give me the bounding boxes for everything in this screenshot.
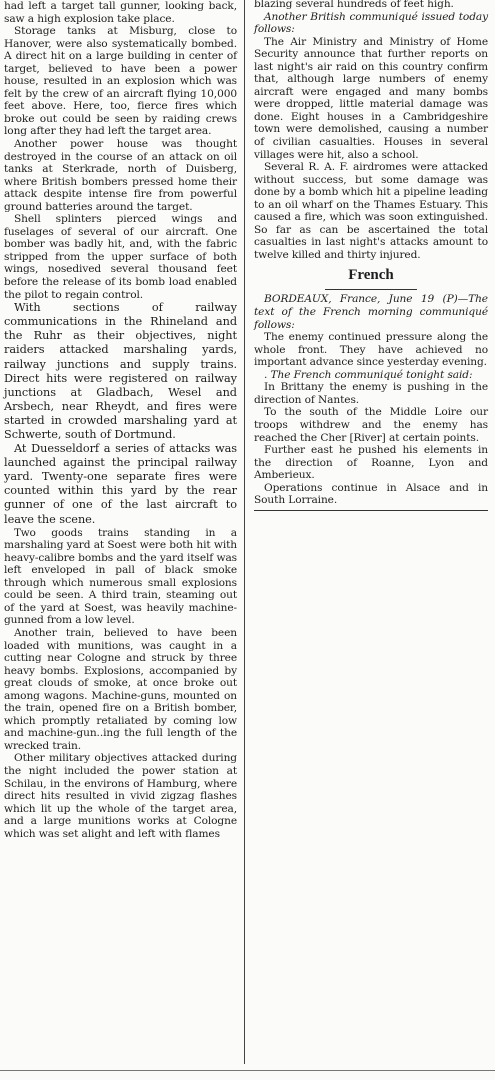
column-divider <box>244 0 245 1064</box>
paragraph: With sections of railway communications in the Rhineland and the Ruhr as their objectives, night raiders attacked marshaling yards, railway junctions and supply trains. Direct hits were registered on railway junctions at Gladbach, Wesel and Arsbech, near Rheydt, and fires were started in crowded marshaling yard at Schwerte, south of Dortmund. <box>4 301 237 441</box>
paragraph: had left a target tall gunner, looking back, saw a high explosion take place. <box>4 0 237 25</box>
left-column <box>4 0 237 840</box>
paragraph: Another British communiqué issued today follows: <box>254 10 488 36</box>
paragraph: blazing several hundreds of feet high. <box>254 0 454 10</box>
paragraph: Another power house was thought destroyed in the course of an attack on oil tanks at Sterkrade, north of Duisberg, where British bombers pressed home their attack despite intense fire from powerful ground batteries around the target. <box>4 138 237 213</box>
paragraph: Storage tanks at Misburg, close to Hanover, were also systematically bombed. A direct hit on a large building in center of target, believed to have been a power house, resulted in an explosion which was felt by the crew of an aircraft flying 10,000 feet above. Here, too, fierce fires which broke out could be seen by raiding crews long after they had left the target area. <box>4 25 237 138</box>
heading-rule <box>325 289 417 290</box>
paragraph: Another train, believed to have been loaded with munitions, was caught in a cutting near Cologne and struck by three heavy bombs. Explosions, accompanied by great clouds of smoke, at once broke out among wagons. Machine-guns, mounted on the train, opened fire on a British bomber, which promptly retaliated by coming low and machine-gun..ing the full length of the wrecked train. <box>4 627 237 752</box>
dateline: BORDEAUX, France, June 19 <box>264 293 435 306</box>
section-heading <box>254 267 488 290</box>
paragraph: Several R. A. F. airdromes were attacked without success, but some damage was done by a bomb which hit a pipeline leading to an oil wharf on the Thames Estuary. This caused a fire, which was soon extinguished. So far as can be ascertained the total casualties in last night's attacks amount to twelve killed and thirty injured. <box>254 161 488 261</box>
paragraph: Operations continue in Alsace and in South Lorraine. <box>254 481 488 507</box>
paragraph: Further east he pushed his elements in the direction of Roanne, Lyon and Amberieux. <box>254 444 488 482</box>
paragraph: In Brittany the enemy is pushing in the direction of Nantes. <box>254 381 488 406</box>
paragraph: The enemy continued pressure along the whole front. They have achieved no important advance since yesterday evening. <box>254 331 488 369</box>
paragraph: Other military objectives attacked during the night included the power station at Schilau, in the environs of Hamburg, where direct hits resulted in vivid zigzag flashes which lit up the whole of the target area, and a large munitions works at Cologne which was set alight and left with flames <box>4 752 237 840</box>
section-heading-text: French <box>348 267 394 284</box>
clipping-edge <box>0 1070 495 1071</box>
paragraph: Two goods trains standing in a marshaling yard at Soest were both hit with heavy-calibre bombs and the yard itself was left enveloped in pall of black smoke through which numerous small explosions could be seen. A third train, steaming out of the yard at Soest, was heavily machine-gunned from a low level. <box>4 526 237 627</box>
paragraph: The Air Ministry and Ministry of Home Security announce that further reports on last night's air raid on this country confirm that, although large numbers of enemy aircraft were engaged and many bombs were dropped, little material damage was done. Eight houses in a Cambridgeshire town were demolished, causing a number of civilian casualties. Houses in several villages were hit, also a school. <box>254 35 488 161</box>
dateline-paragraph <box>254 293 488 331</box>
paragraph: At Duesseldorf a series of attacks was launched against the principal railway yard. Twenty-one separate fires were counted within this yard by the rear gunner of one of the last aircraft to leave the scene. <box>4 442 237 526</box>
end-rule <box>254 510 488 511</box>
paragraph: . The French communiqué tonight said: <box>264 368 473 381</box>
paragraph: To the south of the Middle Loire our troops withdrew and the enemy has reached the Cher [River] at certain points. <box>254 406 488 444</box>
dateline-tail: (P)—The text of the French morning communiqué follows: <box>254 293 488 331</box>
paragraph: Shell splinters pierced wings and fuselages of several of our aircraft. One bomber was badly hit, and, with the fabric stripped from the upper surface of both wings, nosedived several thousand feet before the release of its bomb load enabled the pilot to regain control. <box>4 213 237 301</box>
right-column <box>254 0 488 511</box>
